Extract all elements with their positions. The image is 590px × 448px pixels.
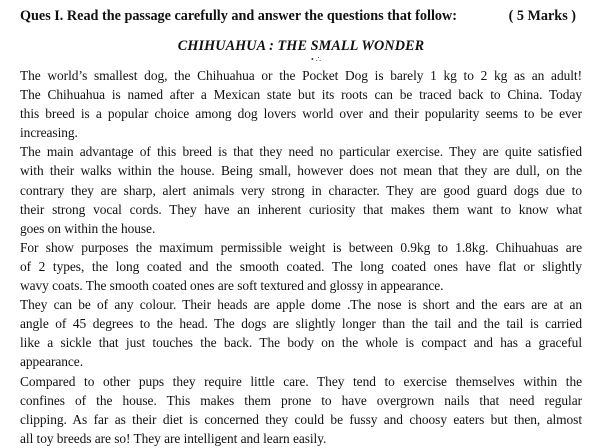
passage-body [20, 66, 582, 448]
passage-line: clipping. As far as their diet is concerned they could be fussy and choosy eaters but then, almost [20, 411, 582, 427]
passage-line: goes on within the house. [20, 220, 156, 236]
marks-label: ( 5 Marks ) [508, 8, 576, 24]
question-header [20, 8, 582, 25]
passage-line: like a sickle that just touches the back. The body on the whole is compact and has a graceful [20, 335, 582, 351]
passage-line: confines of the house. This makes them prone to have overgrown nails that need regular [20, 392, 582, 408]
passage-line: this breed is a popular choice among dog lovers world over and their popularity seems to be ever [20, 106, 582, 122]
passage-line: of 2 types, the long coated and the smooth coated. The long coated ones have flat or slightly [20, 258, 582, 274]
passage-line: increasing. [20, 125, 78, 141]
passage-line: contrary they are sharp, alert animals very strong in character. They are good guard dogs due to [20, 182, 582, 198]
passage-title: CHIHUAHUA : THE SMALL WONDER [177, 38, 425, 54]
passage-line: The Chihuahua is named after a Mexican state but its roots can be traced back to China. Today [20, 87, 582, 103]
passage-line: The main advantage of this breed is that they need no particular exercise. They are quite satisfied [20, 144, 582, 160]
passage-line: their strong vocal cords. They have an inherent curiosity that makes them want to know what [20, 201, 582, 217]
passage-line: all toy breeds are so! They are intelligent and learn easily. [20, 430, 327, 446]
passage-line: with their walks within the house. Being small, however does not mean that they are dull, on the [20, 163, 582, 179]
passage-line: Compared to other pups they require little care. They tend to exercise themselves within the [20, 373, 582, 389]
passage-line: For show purposes the maximum permissible weight is between 0.9kg to 1.8kg. Chihuahuas are [20, 239, 582, 255]
stray-mark: • ∴ [311, 55, 321, 64]
passage-line: angle of 45 degrees to the head. The dogs are slightly longer than the tail and the tail is carried [20, 316, 582, 332]
passage-line: appearance. [20, 354, 84, 370]
passage-line: They can be of any colour. Their heads are apple dome .The nose is short and the ears are at an [20, 297, 582, 313]
passage-line: wavy coats. The smooth coated ones are soft textured and glossy in appearance. [20, 278, 444, 294]
passage-line: The world’s smallest dog, the Chihuahua or the Pocket Dog is barely 1 kg to 2 kg as an adult! [20, 68, 582, 83]
question-instruction: Ques I. Read the passage carefully and answer the questions that follow: [20, 8, 457, 24]
